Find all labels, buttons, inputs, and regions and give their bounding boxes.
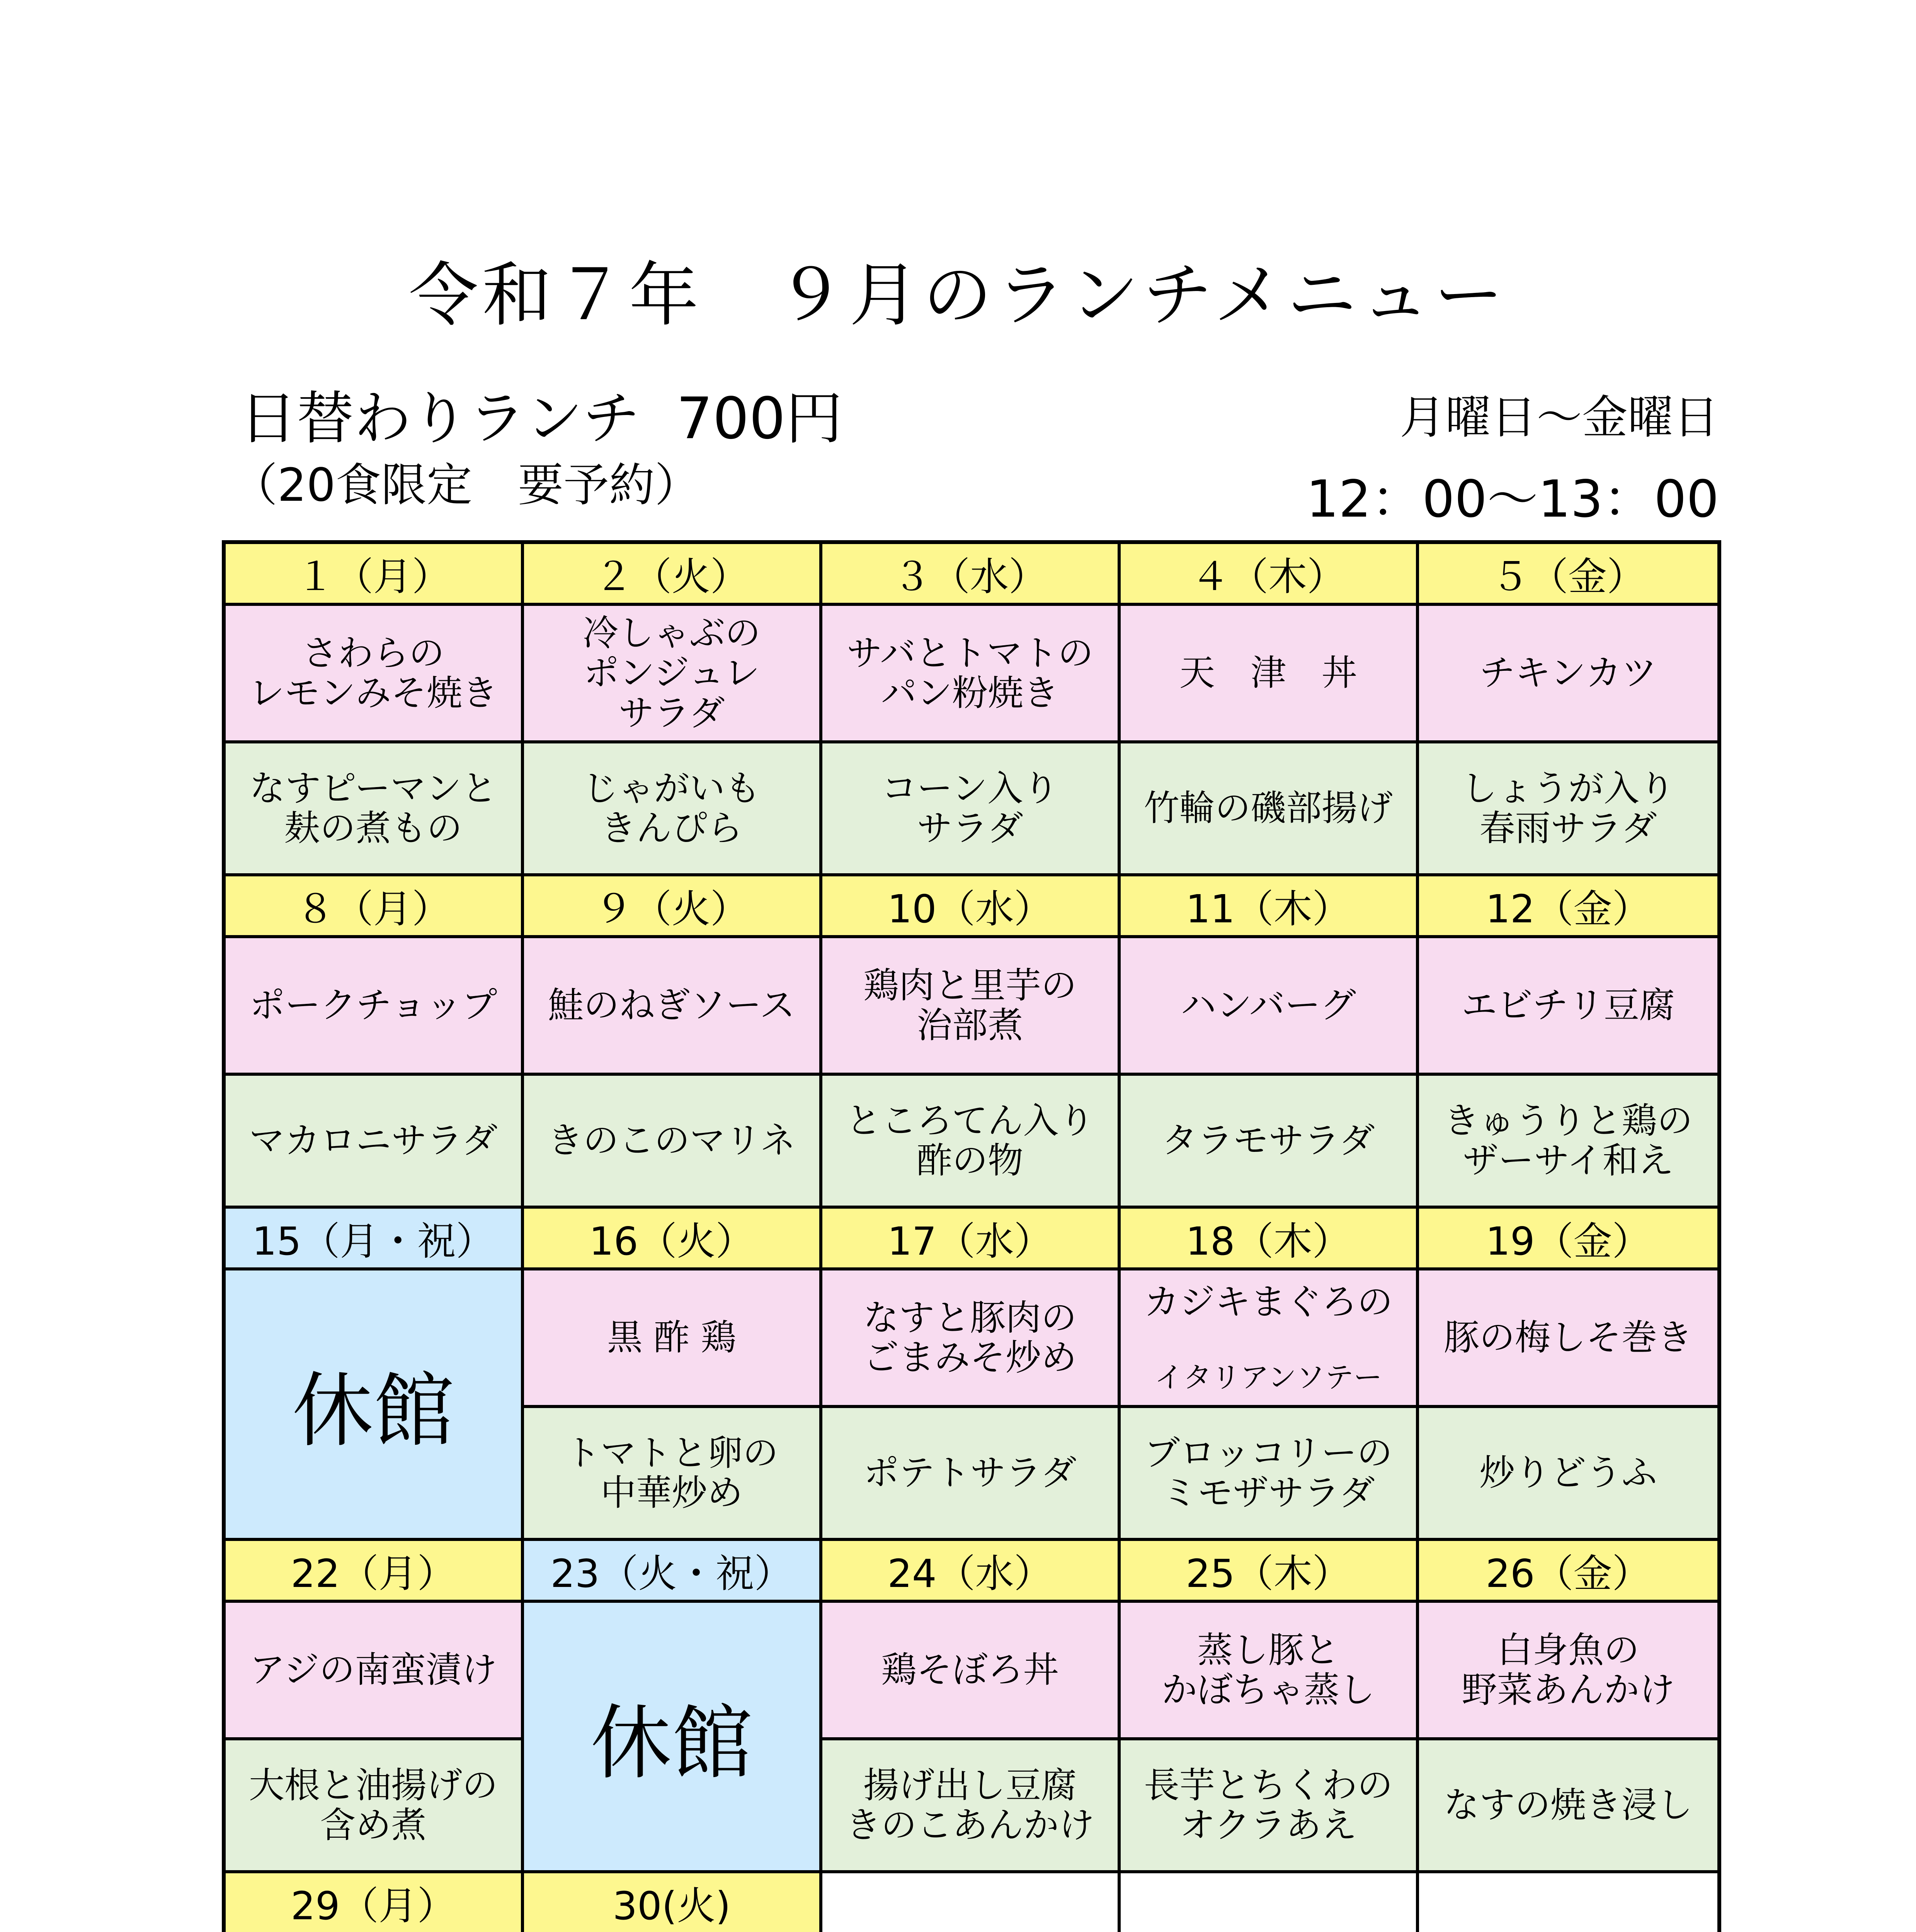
main-dish: 天 津 丼 bbox=[1121, 606, 1419, 743]
side-dish: ポテトサラダ bbox=[822, 1408, 1121, 1541]
service-days: 月曜日〜金曜日 bbox=[1399, 391, 1719, 444]
side-dish: きゅうりと鶏の ザーサイ和え bbox=[1419, 1076, 1717, 1209]
main-dish: ハンバーグ bbox=[1121, 938, 1419, 1076]
main-dish: 鶏肉と里芋の 治部煮 bbox=[822, 938, 1121, 1076]
main-dish: 蒸し豚と かぼちゃ蒸し bbox=[1121, 1603, 1419, 1740]
main-dish: 冷しゃぶの ポンジュレ サラダ bbox=[524, 606, 822, 743]
empty-date-cell bbox=[822, 1873, 1121, 1932]
main-dish: エビチリ豆腐 bbox=[1419, 938, 1717, 1076]
main-dish: 鮭のねぎソース bbox=[524, 938, 822, 1076]
lunch-name-price: 日替わりランチ 700円 bbox=[240, 385, 843, 452]
main-dish: 鶏そぼろ丼 bbox=[822, 1603, 1121, 1740]
main-dish: ポークチョップ bbox=[226, 938, 524, 1076]
date-cell: 25（木） bbox=[1121, 1541, 1419, 1603]
side-dish: コーン入り サラダ bbox=[822, 743, 1121, 876]
side-dish: じゃがいも きんぴら bbox=[524, 743, 822, 876]
side-dish: なすピーマンと 麸の煮もの bbox=[226, 743, 524, 876]
date-cell: ４（木） bbox=[1121, 544, 1419, 606]
main-dish: 白身魚の 野菜あんかけ bbox=[1419, 1603, 1717, 1740]
main-dish: 豚の梅しそ巻き bbox=[1419, 1270, 1717, 1408]
empty-date-cell bbox=[1419, 1873, 1717, 1932]
side-dish: ブロッコリーの ミモザサラダ bbox=[1121, 1408, 1419, 1541]
date-cell: ５（金） bbox=[1419, 544, 1717, 606]
main-dish: なすと豚肉の ごまみそ炒め bbox=[822, 1270, 1121, 1408]
date-cell: ３（水） bbox=[822, 544, 1121, 606]
date-cell: 18（木） bbox=[1121, 1209, 1419, 1270]
main-dish: サバとトマトの パン粉焼き bbox=[822, 606, 1121, 743]
side-dish: マカロニサラダ bbox=[226, 1076, 524, 1209]
side-dish: トマトと卵の 中華炒め bbox=[524, 1408, 822, 1541]
date-cell: 30(火) bbox=[524, 1873, 822, 1932]
main-dish: アジの南蛮漬け bbox=[226, 1603, 524, 1740]
empty-date-cell bbox=[1121, 1873, 1419, 1932]
date-cell: ８（月） bbox=[226, 876, 524, 938]
closed-cell: 休館 bbox=[226, 1270, 524, 1541]
service-hours: 12：00〜13：00 bbox=[1306, 469, 1719, 529]
date-cell: 10（水） bbox=[822, 876, 1121, 938]
side-dish: きのこのマリネ bbox=[524, 1076, 822, 1209]
date-cell: 29（月） bbox=[226, 1873, 524, 1932]
date-cell: ９（火） bbox=[524, 876, 822, 938]
main-dish: 黒 酢 鶏 bbox=[524, 1270, 822, 1408]
side-dish: ところてん入り 酢の物 bbox=[822, 1076, 1121, 1209]
date-cell-holiday: 23（火・祝） bbox=[524, 1541, 822, 1603]
date-cell: 19（金） bbox=[1419, 1209, 1717, 1270]
side-dish: 竹輪の磯部揚げ bbox=[1121, 743, 1419, 876]
side-dish: 長芋とちくわの オクラあえ bbox=[1121, 1740, 1419, 1873]
main-dish bbox=[1121, 1270, 1419, 1408]
side-dish: 大根と油揚げの 含め煮 bbox=[226, 1740, 524, 1873]
side-dish: 揚げ出し豆腐 きのこあんかけ bbox=[822, 1740, 1121, 1873]
side-dish: なすの焼き浸し bbox=[1419, 1740, 1717, 1873]
closed-cell: 休館 bbox=[524, 1603, 822, 1873]
date-cell: 16（火） bbox=[524, 1209, 822, 1270]
date-cell: 12（金） bbox=[1419, 876, 1717, 938]
main-dish: さわらの レモンみそ焼き bbox=[226, 606, 524, 743]
date-cell: 22（月） bbox=[226, 1541, 524, 1603]
side-dish: タラモサラダ bbox=[1121, 1076, 1419, 1209]
side-dish: しょうが入り 春雨サラダ bbox=[1419, 743, 1717, 876]
main-dish-line: カジキまぐろの bbox=[1143, 1281, 1393, 1323]
limit-note: （20食限定 要予約） bbox=[232, 458, 701, 512]
date-cell: 24（水） bbox=[822, 1541, 1121, 1603]
side-dish: 炒りどうふ bbox=[1419, 1408, 1717, 1541]
main-dish-small-line: イタリアンソテー bbox=[1154, 1361, 1382, 1394]
date-cell: ２（火） bbox=[524, 544, 822, 606]
menu-calendar bbox=[222, 540, 1721, 1932]
main-dish: チキンカツ bbox=[1419, 606, 1717, 743]
date-cell: 17（水） bbox=[822, 1209, 1121, 1270]
date-cell-holiday: 15（月・祝） bbox=[226, 1209, 524, 1270]
date-cell: 11（木） bbox=[1121, 876, 1419, 938]
date-cell: 26（金） bbox=[1419, 1541, 1717, 1603]
page-title: 令和７年 ９月のランチメニュー bbox=[408, 255, 1508, 336]
date-cell: １（月） bbox=[226, 544, 524, 606]
